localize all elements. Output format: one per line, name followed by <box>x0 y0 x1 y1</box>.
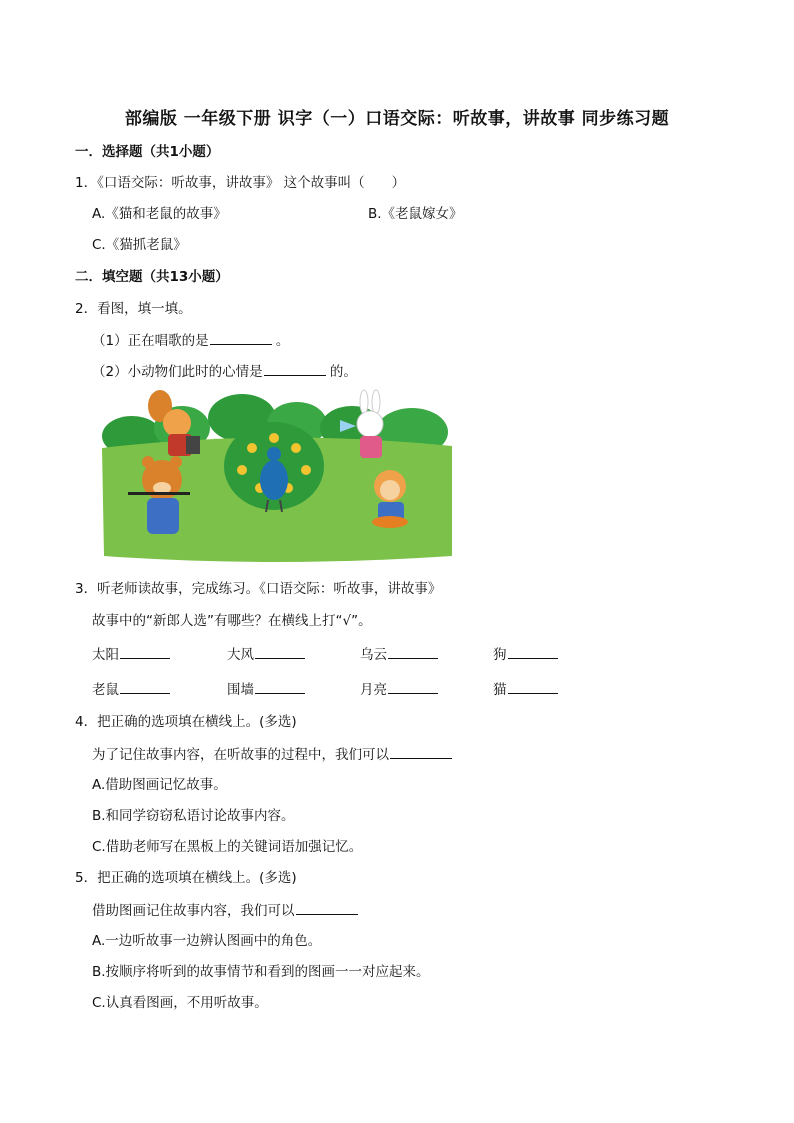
question-3-stem: 3．听老师读故事，完成练习。《口语交际：听故事，讲故事》 <box>75 581 442 597</box>
question-4-prompt-text: 为了记住故事内容，在听故事的过程中，我们可以 <box>92 747 389 763</box>
candidate-item <box>92 680 170 699</box>
question-5-prompt-text: 借助图画记住故事内容，我们可以 <box>92 903 295 919</box>
candidate-item <box>227 680 305 699</box>
candidate-item <box>360 645 438 664</box>
check-blank[interactable] <box>120 680 170 694</box>
answer-blank[interactable] <box>210 331 272 345</box>
candidate-item <box>493 645 558 664</box>
question-1-option-c: C.《猫抓老鼠》 <box>92 237 187 253</box>
answer-blank[interactable] <box>264 362 326 376</box>
page-title: 部编版 一年级下册 识字（一）口语交际：听故事，讲故事 同步练习题 <box>124 109 670 129</box>
check-blank[interactable] <box>388 680 438 694</box>
check-blank[interactable] <box>388 645 438 659</box>
question-1-stem: 1．《口语交际：听故事，讲故事》 这个故事叫（ ） <box>75 175 406 191</box>
candidate-label: 老鼠 <box>92 682 119 698</box>
candidate-label: 乌云 <box>360 647 387 663</box>
candidate-label: 月亮 <box>360 682 387 698</box>
question-4-option-a: A.借助图画记忆故事。 <box>92 777 227 793</box>
question-5-option-c: C.认真看图画，不用听故事。 <box>92 995 268 1011</box>
section-heading-fill: 二．填空题（共13小题） <box>75 269 229 285</box>
question-4-option-c: C.借助老师写在黑板上的关键词语加强记忆。 <box>92 839 363 855</box>
question-4-option-b: B.和同学窃窃私语讨论故事内容。 <box>92 808 295 824</box>
candidate-item <box>227 645 305 664</box>
animal-concert-illustration <box>92 388 460 566</box>
candidate-label: 太阳 <box>92 647 119 663</box>
question-5-option-b: B.按顺序将听到的故事情节和看到的图画一一对应起来。 <box>92 964 430 980</box>
question-5-option-a: A.一边听故事一边辨认图画中的角色。 <box>92 933 322 949</box>
check-blank[interactable] <box>120 645 170 659</box>
question-1-option-a: A.《猫和老鼠的故事》 <box>92 206 227 222</box>
question-2-sub-2-end: 的。 <box>329 364 357 380</box>
candidate-item <box>92 645 170 664</box>
check-blank[interactable] <box>508 645 558 659</box>
check-blank[interactable] <box>508 680 558 694</box>
question-2-sub-1-end: 。 <box>275 333 290 349</box>
answer-blank[interactable] <box>296 901 358 915</box>
candidate-item <box>360 680 438 699</box>
question-2-sub-2-text: （2）小动物们此时的心情是 <box>92 364 263 380</box>
question-2-stem: 2．看图，填一填。 <box>75 301 192 317</box>
question-3-instruction: 故事中的“新郎人选”有哪些？在横线上打“√”。 <box>92 613 372 629</box>
candidate-label: 狗 <box>493 647 507 663</box>
question-2-sub-1 <box>92 331 289 350</box>
question-2-sub-2 <box>92 362 357 381</box>
section-heading-choice: 一．选择题（共1小题） <box>75 144 220 160</box>
candidate-label: 大风 <box>227 647 254 663</box>
question-5-stem: 5．把正确的选项填在横线上。(多选) <box>75 870 297 886</box>
question-2-sub-1-text: （1）正在唱歌的是 <box>92 333 209 349</box>
check-blank[interactable] <box>255 680 305 694</box>
candidate-label: 围墙 <box>227 682 254 698</box>
question-1-option-b: B.《老鼠嫁女》 <box>368 206 463 222</box>
question-5-prompt <box>92 901 358 920</box>
check-blank[interactable] <box>255 645 305 659</box>
question-4-stem: 4．把正确的选项填在横线上。(多选) <box>75 714 297 730</box>
question-4-prompt <box>92 745 452 764</box>
answer-blank[interactable] <box>390 745 452 759</box>
candidate-label: 猫 <box>493 682 507 698</box>
candidate-item <box>493 680 558 699</box>
